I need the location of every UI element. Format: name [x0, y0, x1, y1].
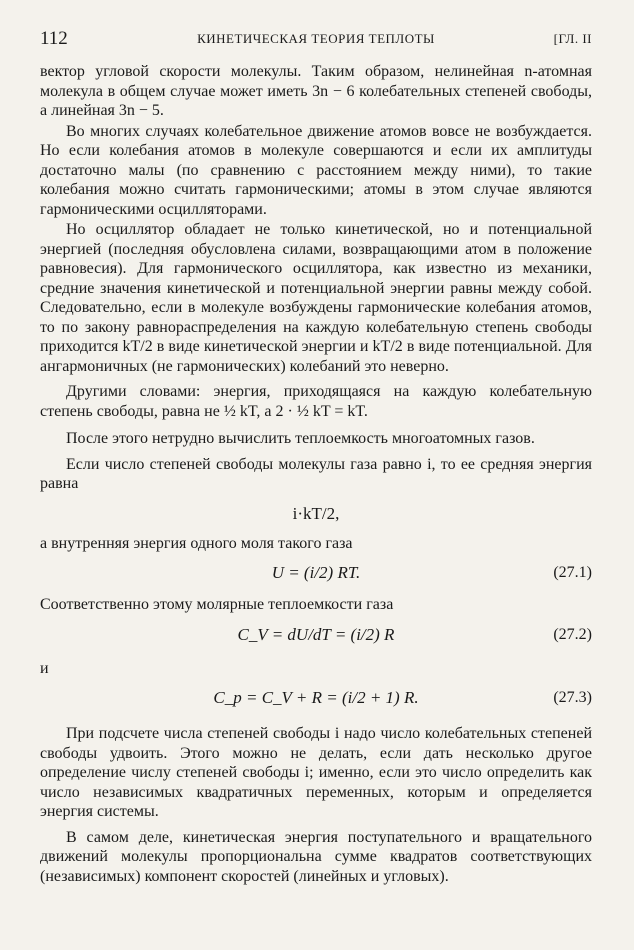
- paragraph-9: При подсчете числа степеней свободы i надо число колебательных степеней свободы удвоить. Этого можно не делать, если дать несколько другое определение числу степеней свободы i; именно, если это число определить как число независимых квадратичных переменных, которым и определяется энергия системы.: [40, 725, 592, 820]
- paragraph-10: В самом деле, кинетическая энергия поступательного и вращательного движений молекулы пропорциональна сумме квадратов соответствующих (независимых) компонент скоростей (линейных и угловых).: [40, 828, 592, 885]
- equation-number: (27.1): [553, 564, 592, 581]
- paragraph-8: Соответственно этому молярные теплоемкости газа: [40, 596, 394, 613]
- equation-number: (27.3): [553, 689, 592, 706]
- paragraph-5: После этого нетрудно вычислить теплоемкость многоатомных газов.: [66, 430, 535, 447]
- conjunction-and: и: [40, 659, 49, 677]
- equation-27-3: [40, 678, 592, 720]
- paragraph-6: Если число степеней свободы молекулы газа равно i, то ее средняя энергия равна: [40, 455, 592, 492]
- equation-body: i·kT/2,: [292, 503, 340, 523]
- chapter-label: [ГЛ. II: [553, 31, 592, 46]
- running-title: КИНЕТИЧЕСКАЯ ТЕОРИЯ ТЕПЛОТЫ: [197, 31, 435, 46]
- paragraph-7: а внутренняя энергия одного моля такого газа: [40, 534, 353, 552]
- paragraph-2: Во многих случаях колебательное движение атомов вовсе не возбуждается. Но если колебания атомов в молекуле совершаются и если их амплитуды достаточно малы (по сравнению с расстоянием между ними), то такие колебания можно считать гармоническими; атомы в этом случае являются гармоническими осцилляторами.: [40, 122, 592, 218]
- equation-body: U = (i/2) RT.: [271, 563, 361, 582]
- equation-27-1: [40, 553, 592, 595]
- page-number: 112: [40, 28, 68, 49]
- book-page: [40, 28, 592, 886]
- paragraph-1: вектор угловой скорости молекулы. Таким образом, нелинейная n-атомная молекула в общем случае может иметь 3n − 6 колебательных степеней свободы, а линейная 3n − 5.: [40, 63, 592, 119]
- equation-number: (27.2): [553, 625, 592, 643]
- paragraph-3: Но осциллятор обладает не только кинетической, но и потенциальной энергией (последняя обусловлена силами, возвращающими атом в положение равновесия). Для гармонического осциллятора, как известно из механики, средние значения кинетической и потенциальной энергии равны между собой. Следовательно, если в молекуле возбуждены гармонические колебания атомов, то по закону равнораспределения на каждую колебательную степень свободы приходится kT/2 в виде кинетической энергии и kT/2 в виде потенциальной. Для ангармоничных (не гармонических) колебаний это неверно.: [40, 221, 592, 375]
- paragraph-4: Другими словами: энергия, приходящаяся на каждую колебательную степень свободы, равна не ½ kT, а 2 · ½ kT = kT.: [40, 383, 592, 420]
- equation-average-energy: [40, 494, 592, 534]
- running-header: [40, 28, 592, 62]
- equation-body: C_V = dU/dT = (i/2) R: [237, 624, 395, 644]
- equation-27-2: [40, 615, 592, 657]
- equation-body: C_p = C_V + R = (i/2 + 1) R.: [213, 688, 419, 707]
